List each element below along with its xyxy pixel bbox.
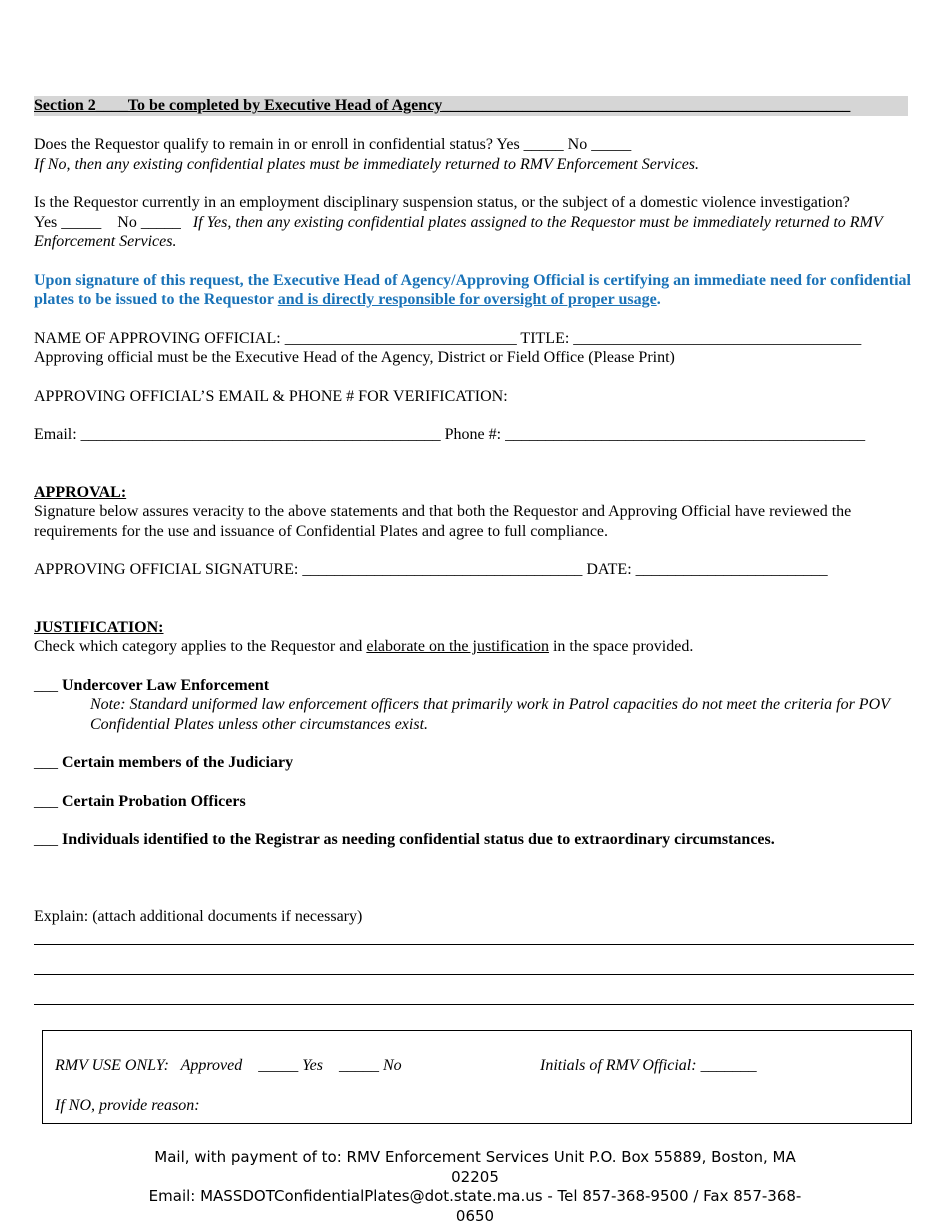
option-blank[interactable]: ___ <box>34 676 62 694</box>
option-label: Individuals identified to the Registrar as needing confidential status due to extraordinary circumstances. <box>62 831 775 848</box>
rmv-reason-field[interactable]: If NO, provide reason: <box>55 1097 200 1114</box>
option-blank[interactable]: ___ <box>34 754 62 771</box>
option-blank[interactable]: ___ <box>34 831 62 848</box>
rmv-approval-row <box>55 1057 757 1075</box>
option-undercover[interactable] <box>34 676 918 696</box>
suspension-note: If Yes, then any existing confidential plates assigned to the Requestor must be immediately returned to RMV Enforcement Services. <box>34 213 883 250</box>
qualify-note: If No, then any existing confidential plates must be immediately returned to RMV Enforcement Services. <box>34 155 700 173</box>
explain-label: Explain: (attach additional documents if necessary) <box>34 907 363 925</box>
suspension-answer-block <box>34 213 918 252</box>
approval-heading: APPROVAL: <box>34 483 127 501</box>
option-label: Certain Probation Officers <box>62 792 246 810</box>
option-extraordinary[interactable] <box>34 830 918 850</box>
certification-underlined: and is directly responsible for oversight of proper usage <box>277 291 657 308</box>
approval-text: Signature below assures veracity to the above statements and that both the Requestor and Approving Official have reviewed the requirements for the use and issuance of Confidential Plates and agree to full compliance. <box>34 503 852 540</box>
certification-text: Upon signature of this request, the Executive Head of Agency/Approving Official is certifying an immediate need for confidential plates to be issued to the Requestor <box>34 271 911 308</box>
option-judiciary[interactable] <box>34 753 918 773</box>
contact-heading: APPROVING OFFICIAL’S EMAIL & PHONE # FOR VERIFICATION: <box>34 387 508 405</box>
rmv-use-only-box <box>42 1030 912 1124</box>
email-phone-field[interactable]: Email: _____________________________________________ Phone #: _____________________________________________ <box>34 426 866 443</box>
contact-info: Email: MASSDOTConfidentialPlates@dot.state.ma.us - Tel 857-368-9500 / Fax 857-368-0650 <box>148 1187 802 1225</box>
mailing-footer <box>0 1148 950 1226</box>
option-blank[interactable]: ___ <box>34 792 62 810</box>
option-label: Undercover Law Enforcement <box>62 676 270 694</box>
qualify-question: Does the Requestor qualify to remain in or enroll in confidential status? Yes _____ No _____ <box>34 136 632 153</box>
rmv-approved-field[interactable]: RMV USE ONLY: Approved _____ Yes _____ No <box>55 1057 402 1074</box>
certification-end: . <box>656 291 661 308</box>
undercover-note: Note: Standard uniformed law enforcement officers that primarily work in Patrol capacities do not meet the criteria for POV Confidential Plates unless other circumstances exist. <box>90 696 890 733</box>
justification-heading: JUSTIFICATION: <box>34 618 164 636</box>
section-2-header: Section 2____To be completed by Executive Head of Agency___________________________________________________ <box>34 96 908 116</box>
mailing-address: Mail, with payment of to: RMV Enforcement Services Unit P.O. Box 55889, Boston, MA 02205 <box>154 1148 796 1186</box>
rmv-initials-field[interactable]: Initials of RMV Official: _______ <box>540 1057 757 1074</box>
approving-official-note: Approving official must be the Executive Head of the Agency, District or Field Office (Please Print) <box>34 349 675 366</box>
approving-official-name-field[interactable]: NAME OF APPROVING OFFICIAL: _____________________________ TITLE: ____________________________________ <box>34 329 862 347</box>
justification-intro <box>34 637 918 657</box>
explain-line-3[interactable] <box>34 1004 914 1005</box>
justification-intro-text: Check which category applies to the Requestor and <box>34 638 367 655</box>
option-probation[interactable] <box>34 792 918 812</box>
justification-intro-end: in the space provided. <box>548 638 694 655</box>
suspension-answers: Yes _____ No _____ <box>34 213 189 231</box>
form-section-2 <box>34 96 918 1005</box>
suspension-question: Is the Requestor currently in an employment disciplinary suspension status, or the subject of a domestic violence investigation? <box>34 194 850 211</box>
certification-statement <box>34 271 918 310</box>
approval-signature-field[interactable]: APPROVING OFFICIAL SIGNATURE: ___________________________________ DATE: ________________________ <box>34 561 828 578</box>
option-label: Certain members of the Judiciary <box>62 754 294 771</box>
justification-intro-underlined: elaborate on the justification <box>366 638 549 655</box>
